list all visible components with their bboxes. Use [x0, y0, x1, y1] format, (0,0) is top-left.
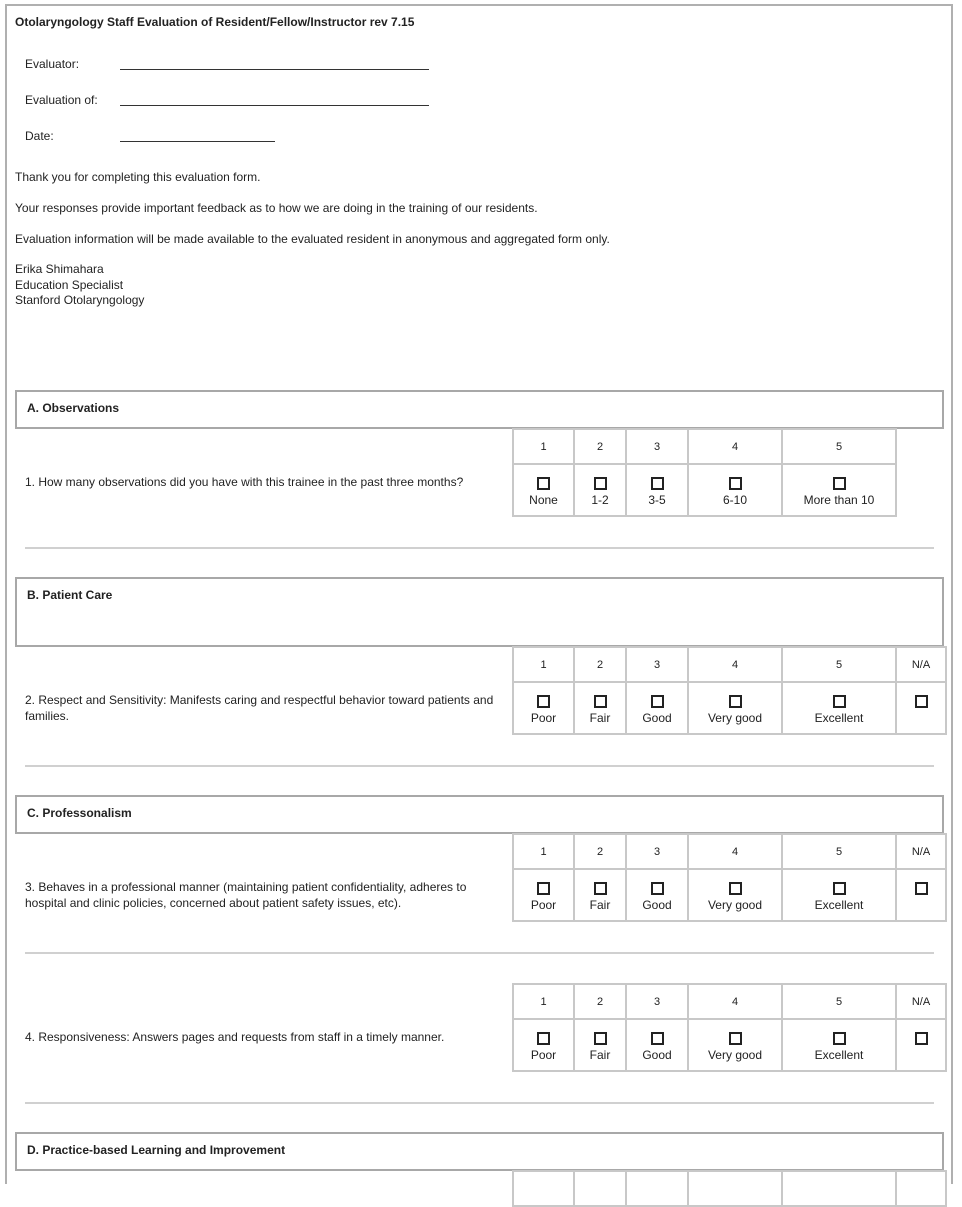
checkbox-q1-more-than-10[interactable] — [833, 477, 846, 490]
evaluator-field[interactable] — [120, 69, 429, 70]
checkbox-q2-na[interactable] — [915, 695, 928, 708]
section-b-header — [15, 577, 944, 647]
signature-block — [15, 262, 144, 309]
intro-thanks: Thank you for completing this evaluation form. — [15, 170, 261, 184]
scale-number: 3 — [626, 984, 688, 1019]
evaluator-label: Evaluator: — [25, 57, 80, 71]
form-title: Otolaryngology Staff Evaluation of Resident/Fellow/Instructor rev 7.15 — [15, 15, 415, 29]
checkbox-q1-6-10[interactable] — [729, 477, 742, 490]
rating-grid-partial — [512, 1170, 947, 1207]
evaluation-of-label: Evaluation of: — [25, 93, 98, 107]
option-label: Fair — [589, 898, 611, 912]
section-title: A. Observations — [27, 401, 120, 415]
scale-number: 2 — [574, 647, 626, 682]
section-title: C. Professonalism — [27, 806, 132, 820]
checkbox-q1-3-5[interactable] — [651, 477, 664, 490]
rating-grid-q1 — [512, 428, 897, 517]
divider — [25, 952, 934, 954]
intro-feedback: Your responses provide important feedback as to how we are doing in the training of our residents. — [15, 201, 538, 215]
divider — [25, 765, 934, 767]
option-label: Very good — [707, 711, 763, 725]
checkbox-q4-excellent[interactable] — [833, 1032, 846, 1045]
checkbox-q4-fair[interactable] — [594, 1032, 607, 1045]
scale-number: 3 — [626, 647, 688, 682]
section-title: D. Practice-based Learning and Improvement — [27, 1143, 286, 1157]
checkbox-q3-excellent[interactable] — [833, 882, 846, 895]
question-1: 1. How many observations did you have with this trainee in the past three months? — [25, 475, 464, 489]
signature-role: Education Specialist — [15, 277, 124, 292]
signature-name: Erika Shimahara — [15, 262, 104, 276]
checkbox-q4-na[interactable] — [915, 1032, 928, 1045]
checkbox-q4-good[interactable] — [651, 1032, 664, 1045]
checkbox-q2-excellent[interactable] — [833, 695, 846, 708]
scale-number: 5 — [782, 834, 896, 869]
date-label: Date: — [25, 129, 54, 143]
checkbox-q3-very-good[interactable] — [729, 882, 742, 895]
rating-grid-q4 — [512, 983, 947, 1072]
option-label: More than 10 — [803, 493, 875, 507]
date-field[interactable] — [120, 141, 275, 142]
checkbox-q1-none[interactable] — [537, 477, 550, 490]
scale-number: 3 — [626, 834, 688, 869]
option-label: None — [529, 493, 558, 507]
scale-number: 4 — [688, 429, 782, 464]
option-label: Excellent — [814, 1048, 864, 1062]
option-label: Poor — [530, 711, 557, 725]
checkbox-q2-poor[interactable] — [537, 695, 550, 708]
option-label: Fair — [589, 711, 611, 725]
section-a-header — [15, 390, 944, 429]
scale-number: 1 — [513, 834, 574, 869]
scale-number: 1 — [513, 984, 574, 1019]
scale-number: 5 — [782, 647, 896, 682]
checkbox-q3-poor[interactable] — [537, 882, 550, 895]
divider — [25, 1102, 934, 1104]
question-3: 3. Behaves in a professional manner (maintaining patient confidentiality, adheres to hospital and clinic policies, concerned about patient safety issues, etc). — [25, 880, 467, 910]
option-label: Fair — [589, 1048, 611, 1062]
scale-na: N/A — [896, 647, 946, 682]
section-title: B. Patient Care — [27, 588, 113, 602]
option-label: Very good — [707, 1048, 763, 1062]
scale-number: 1 — [513, 429, 574, 464]
option-label: 3-5 — [648, 493, 666, 507]
scale-number: 5 — [782, 984, 896, 1019]
checkbox-q2-good[interactable] — [651, 695, 664, 708]
scale-number: 2 — [574, 429, 626, 464]
checkbox-q1-1-2[interactable] — [594, 477, 607, 490]
scale-number: 2 — [574, 984, 626, 1019]
section-c-header — [15, 795, 944, 834]
option-label: Good — [642, 898, 672, 912]
checkbox-q3-fair[interactable] — [594, 882, 607, 895]
rating-grid-q2 — [512, 646, 947, 735]
checkbox-q4-poor[interactable] — [537, 1032, 550, 1045]
scale-number: 5 — [782, 429, 896, 464]
option-label: Poor — [530, 898, 557, 912]
checkbox-q4-very-good[interactable] — [729, 1032, 742, 1045]
option-label: 1-2 — [591, 493, 609, 507]
section-d-header — [15, 1132, 944, 1171]
scale-number: 1 — [513, 647, 574, 682]
intro-anonymity: Evaluation information will be made available to the evaluated resident in anonymous and aggregated form only. — [15, 232, 610, 246]
option-label: Very good — [707, 898, 763, 912]
option-label: Poor — [530, 1048, 557, 1062]
checkbox-q2-fair[interactable] — [594, 695, 607, 708]
signature-dept: Stanford Otolaryngology — [15, 293, 145, 307]
scale-number: 3 — [626, 429, 688, 464]
scale-number: 2 — [574, 834, 626, 869]
option-label: Excellent — [814, 898, 864, 912]
checkbox-q3-na[interactable] — [915, 882, 928, 895]
question-2: 2. Respect and Sensitivity: Manifests caring and respectful behavior toward patients and families. — [25, 693, 494, 723]
option-label: Excellent — [814, 711, 864, 725]
checkbox-q2-very-good[interactable] — [729, 695, 742, 708]
scale-na: N/A — [896, 834, 946, 869]
option-label: 6-10 — [722, 493, 748, 507]
scale-number: 4 — [688, 834, 782, 869]
scale-number: 4 — [688, 984, 782, 1019]
scale-number: 4 — [688, 647, 782, 682]
evaluation-of-field[interactable] — [120, 105, 429, 106]
scale-na: N/A — [896, 984, 946, 1019]
option-label: Good — [642, 1048, 672, 1062]
question-4: 4. Responsiveness: Answers pages and requests from staff in a timely manner. — [25, 1030, 445, 1044]
divider — [25, 547, 934, 549]
rating-grid-q3 — [512, 833, 947, 922]
option-label: Good — [642, 711, 672, 725]
checkbox-q3-good[interactable] — [651, 882, 664, 895]
